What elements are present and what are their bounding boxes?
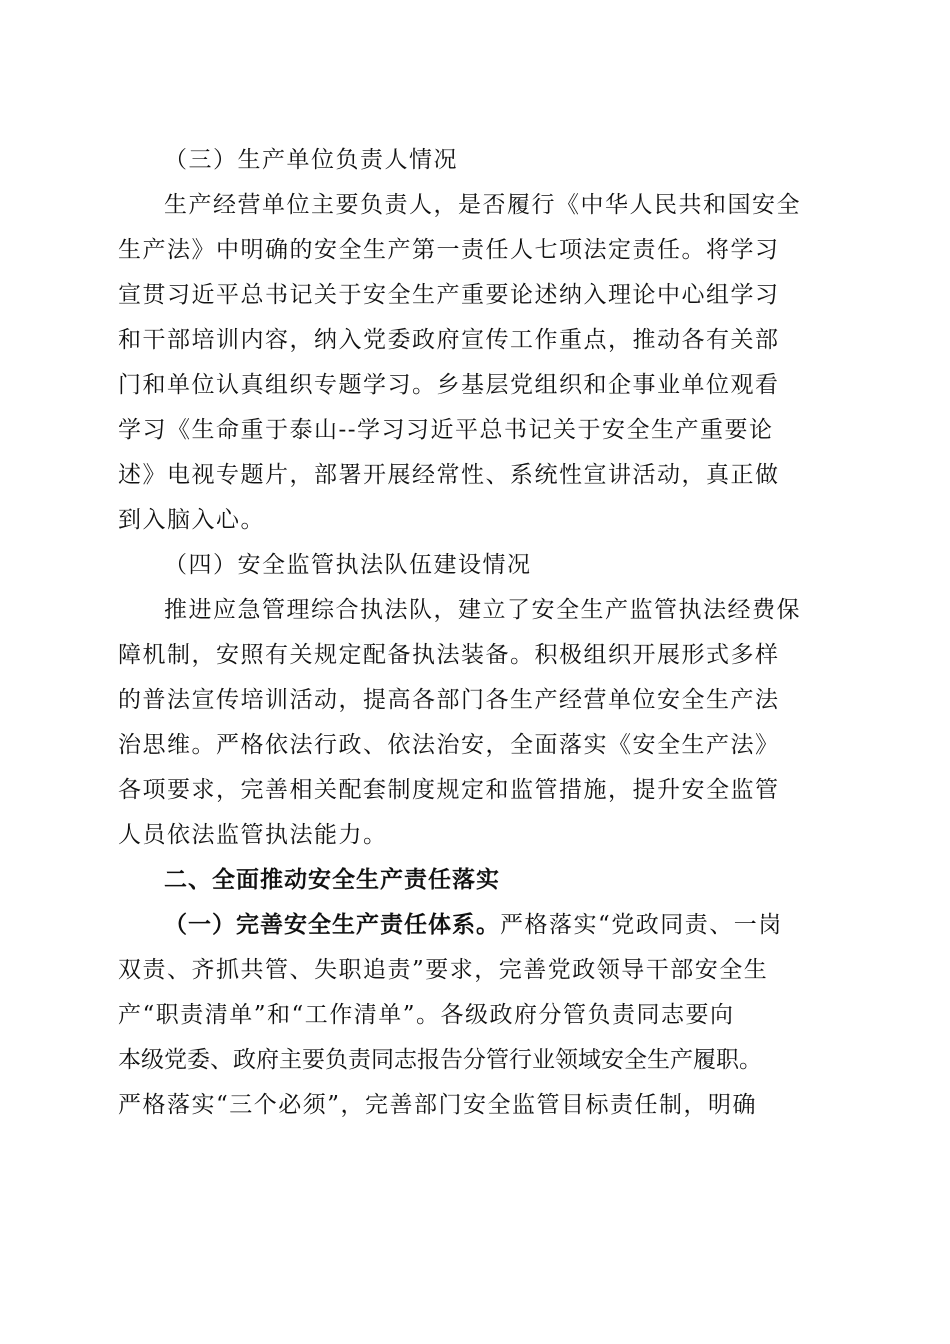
paragraph-line: 双责、齐抓共管、失职追责”要求，完善党政领导干部安全生: [118, 957, 769, 983]
paragraph-line: 推进应急管理综合执法队，建立了安全生产监管执法经费保: [164, 597, 801, 623]
paragraph-line: 的普法宣传培训活动，提高各部门各生产经营单位安全生产法: [118, 687, 780, 713]
section-heading-4: （四）安全监管执法队伍建设情况: [164, 552, 532, 578]
paragraph-line: 各项要求，完善相关配套制度规定和监管措施，提升安全监管: [118, 777, 780, 803]
subsection-1-first-line: [118, 903, 832, 948]
paragraph-line: 和干部培训内容，纳入党委政府宣传工作重点，推动各有关部: [118, 327, 780, 353]
section-heading-3: （三）生产单位负责人情况: [164, 147, 458, 173]
paragraph-line: 宣贯习近平总书记关于安全生产重要论述纳入理论中心组学习: [118, 282, 780, 308]
paragraph-line: 到入脑入心。: [118, 507, 265, 533]
paragraph-line: 生产经营单位主要负责人，是否履行《中华人民共和国安全: [164, 192, 801, 218]
subsection-1-label: （一）完善安全生产责任体系。: [164, 912, 500, 938]
paragraph-line: 严格落实“三个必须”，完善部门安全监管目标责任制，明确: [118, 1092, 758, 1118]
paragraph-line: 人员依法监管执法能力。: [118, 822, 388, 848]
paragraph-line: 产“职责清单”和“工作清单”。各级政府分管负责同志要向: [118, 1002, 735, 1028]
subsection-1-text: 严格落实“党政同责、一岗: [500, 912, 783, 938]
paragraph-line: 治思维。严格依法行政、依法治安，全面落实《安全生产法》: [118, 732, 780, 758]
paragraph-line: 障机制，安照有关规定配备执法装备。积极组织开展形式多样: [118, 642, 780, 668]
paragraph-line: 述》电视专题片，部署开展经常性、系统性宣讲活动，真正做: [118, 462, 780, 488]
paragraph-line: 学习《生命重于泰山--学习习近平总书记关于安全生产重要论: [118, 417, 774, 443]
paragraph-line: 生产法》中明确的安全生产第一责任人七项法定责任。将学习: [118, 237, 780, 263]
paragraph-line: 本级党委、政府主要负责同志报告分管行业领域安全生产履职。: [118, 1047, 762, 1073]
document-body: [118, 138, 832, 1128]
paragraph-line: 门和单位认真组织专题学习。乡基层党组织和企事业单位观看: [118, 372, 780, 398]
part-heading-2: 二、全面推动安全生产责任落实: [164, 867, 500, 893]
